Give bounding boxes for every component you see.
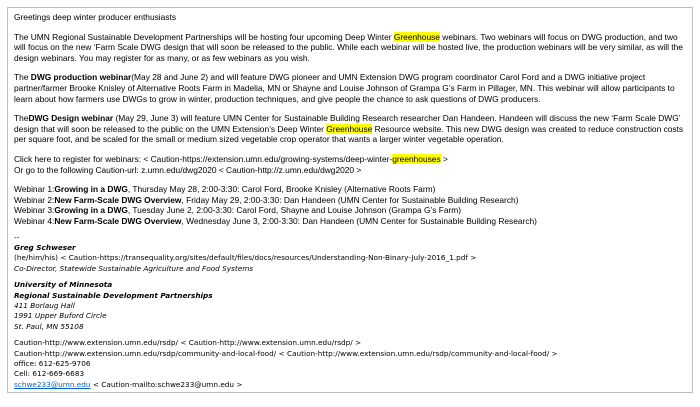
design-text-b: Resource website. This new DWG design was created to reduce construction costs per square foot, and be scaled for the small or medium sized vegetable crop operator that wants a larger winter vegetable operation.: [14, 123, 684, 145]
production-lead: The: [14, 72, 31, 83]
email-link[interactable]: schwe233@umn.edu: [14, 379, 91, 389]
production-paragraph: [14, 72, 686, 104]
signature-email-line: [14, 380, 686, 390]
webinar-item: [14, 184, 686, 195]
webinar-details: , Tuesday June 2, 2:00-3:30: Carol Ford, Shayne and Louise Johnson (Grampa G’s Farm): [127, 205, 462, 216]
webinar-item: [14, 205, 686, 216]
webinar-title: New Farm-Scale DWG Overview: [54, 194, 182, 205]
webinar-number: Webinar 3:: [14, 205, 55, 216]
highlight-greenhouse: Greenhouse: [326, 123, 373, 134]
webinar-title: Growing in a DWG: [54, 184, 128, 195]
signature-cell-phone: Cell: 612-669-6683: [14, 369, 85, 379]
register-line[interactable]: [14, 154, 686, 165]
production-title: DWG production webinar: [30, 72, 132, 83]
signature-address-line: St. Paul, MN 55108: [14, 321, 84, 331]
webinar-details: , Thursday May 28, 2:00-3:30: Carol Ford, Brooke Knisley (Alternative Roots Farm): [127, 184, 436, 195]
intro-text-b: webinars. Two webinars will focus on DWG production, and two will focus on the new ‘Farm Scale DWG design that will soon be released to the public. While each webinar will be hosted live, the production webinars will be very similar, as will the design webinars. You may register for as many, or as few webinars as you wish.: [14, 31, 683, 63]
signature-address-line: 411 Borlaug Hall: [14, 300, 75, 310]
intro-paragraph: [14, 32, 686, 64]
signature-address-line: 1991 Upper Buford Circle: [14, 311, 107, 321]
email-body: [7, 7, 693, 393]
register-text-a[interactable]: Click here to register for webinars: < Caution-https://extension.umn.edu/growing-systems/deep-winter-: [14, 153, 393, 164]
signature-block: [14, 233, 686, 391]
highlight-greenhouse: Greenhouse: [393, 31, 440, 42]
webinar-title: New Farm-Scale DWG Overview: [54, 215, 182, 226]
webinar-item: [14, 195, 686, 206]
register-url-line[interactable]: Or go to the following Caution-url: z.umn.edu/dwg2020 < Caution-http://z.umn.edu/dwg2020 >: [14, 164, 362, 175]
design-text-a: (May 29, June 3) will feature UMN Center for Sustainable Building Research researcher Dan Handeen. Handeen will discuss the new ‘Farm Scale DWG’ design that will soon be released to the public on the UMN Extension’s Deep Winter: [14, 113, 681, 134]
webinar-title: Growing in a DWG: [54, 205, 128, 216]
design-paragraph: [14, 113, 686, 145]
signature-separator: --: [14, 232, 20, 242]
signature-name: Greg Schweser: [14, 242, 76, 252]
intro-text-a: The UMN Regional Sustainable Development Partnerships will be hosting four upcoming Deep Winter: [14, 31, 394, 42]
webinar-number: Webinar 4:: [14, 215, 55, 226]
signature-pronouns[interactable]: (he/him/his) < Caution-https://transequality.org/sites/default/files/docs/resources/Understanding-Non-Binary-July-2016_1.pdf >: [14, 253, 477, 263]
greeting: Greetings deep winter producer enthusiasts: [14, 12, 177, 22]
email-text: [14, 12, 686, 227]
webinar-number: Webinar 2:: [14, 194, 55, 205]
design-title: DWG Design webinar: [28, 113, 114, 124]
signature-role: Co-Director, Statewide Sustainable Agriculture and Food Systems: [14, 263, 254, 273]
email-caution[interactable]: < Caution-mailto:schwe233@umn.edu >: [90, 379, 243, 389]
signature-org-rsdp: Regional Sustainable Development Partnerships: [14, 290, 213, 300]
webinar-number: Webinar 1:: [14, 184, 55, 195]
webinar-details: , Wednesday June 3, 2:00-3:30: Dan Handeen (UMN Center for Sustainable Building Research): [181, 215, 537, 226]
highlight-greenhouses[interactable]: greenhouses: [392, 153, 441, 164]
signature-link-food[interactable]: Caution-http://www.extension.umn.edu/rsdp/community-and-local-food/ < Caution-http://www.extension.umn.edu/rsdp/community-and-local-food/ >: [14, 348, 558, 358]
design-lead: The: [14, 113, 29, 124]
webinar-list: [14, 184, 686, 226]
signature-link-rsdp[interactable]: Caution-http://www.extension.umn.edu/rsdp/ < Caution-http://www.extension.umn.edu/rsdp/ >: [14, 338, 362, 348]
production-text: (May 28 and June 2) and will feature DWG pioneer and UMN Extension DWG program coordinator Carol Ford and a DWG initiative project partner/farmer Brooke Knisley of Alternative Roots Farm in Madelia, MN or Shayne and Louise Johnson of Grampa G’s Farm in Pillager, MN. This webinar will allow participants to learn about how farmers use DWGs to grow in winter, production techniques, and give people the chance to ask questions of DWG producers.: [14, 72, 675, 104]
webinar-item: [14, 216, 686, 227]
signature-office-phone: office: 612-625-9706: [14, 358, 91, 368]
webinar-details: , Friday May 29, 2:00-3:30: Dan Handeen (UMN Center for Sustainable Building Research): [181, 194, 519, 205]
register-text-b[interactable]: >: [440, 153, 448, 164]
signature-org-university: University of Minnesota: [14, 280, 113, 290]
